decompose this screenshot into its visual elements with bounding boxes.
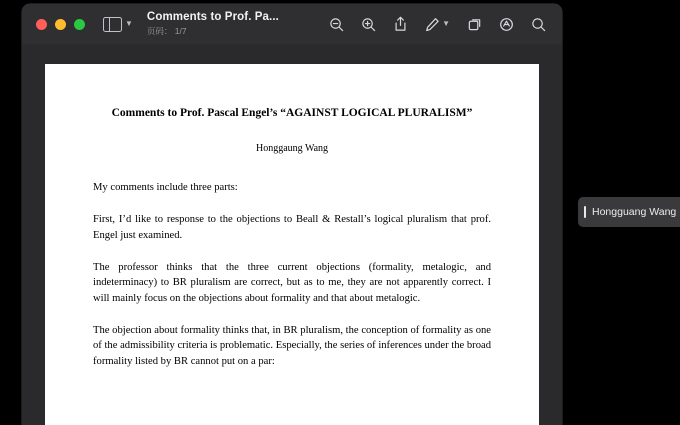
document-paragraph: First, I’d like to response to the objections to Beall & Restall’s logical pluralism that prof. Engel just examined.	[93, 214, 491, 241]
annotation-tooltip[interactable]	[578, 197, 680, 227]
zoom-in-icon[interactable]	[361, 17, 376, 32]
document-paragraph: My comments include three parts:	[93, 181, 238, 193]
window-title: Comments to Prof. Pa...	[146, 11, 279, 23]
markup-icon[interactable]	[425, 17, 450, 32]
document-scroll-area[interactable]	[22, 44, 562, 425]
search-icon[interactable]	[531, 17, 546, 32]
chevron-down-icon: ▼	[442, 19, 450, 28]
document-author: Honggaung Wang	[255, 142, 329, 154]
zoom-out-icon[interactable]	[329, 17, 344, 32]
annotation-text: Hongguang Wang	[592, 206, 677, 218]
sidebar-toggle-button[interactable]	[103, 17, 133, 32]
document-paragraph: The objection about formality thinks that, in BR pluralism, the conception of formality as one of the admissibility criteria is problematic. Especially, the series of inferences under the broad formality listed by BR cannot put on a par:	[93, 325, 491, 367]
page-indicator: 页码： 1/7	[146, 26, 187, 36]
document-paragraph: The professor thinks that the three current objections (formality, metalogic, and indeterminacy) to BR pluralism are correct, but as to me, they are not apparently correct. I will mainly focus on the objections about formality and that about metalogic.	[93, 262, 491, 304]
highlight-icon[interactable]	[499, 17, 514, 32]
maximize-window-button[interactable]	[74, 19, 85, 30]
sidebar-icon	[103, 17, 122, 32]
toolbar	[329, 16, 546, 32]
rotate-icon[interactable]	[467, 17, 482, 32]
window-titlebar	[22, 4, 562, 45]
close-window-button[interactable]	[36, 19, 47, 30]
chevron-down-icon: ▼	[125, 19, 133, 28]
document-heading: Comments to Prof. Pascal Engel’s “AGAINST LOGICAL PLURALISM”	[111, 107, 473, 119]
window-controls	[36, 19, 85, 30]
document-page	[45, 64, 539, 425]
minimize-window-button[interactable]	[55, 19, 66, 30]
share-icon[interactable]	[393, 16, 408, 32]
preview-window	[22, 4, 562, 425]
title-block	[147, 11, 279, 37]
